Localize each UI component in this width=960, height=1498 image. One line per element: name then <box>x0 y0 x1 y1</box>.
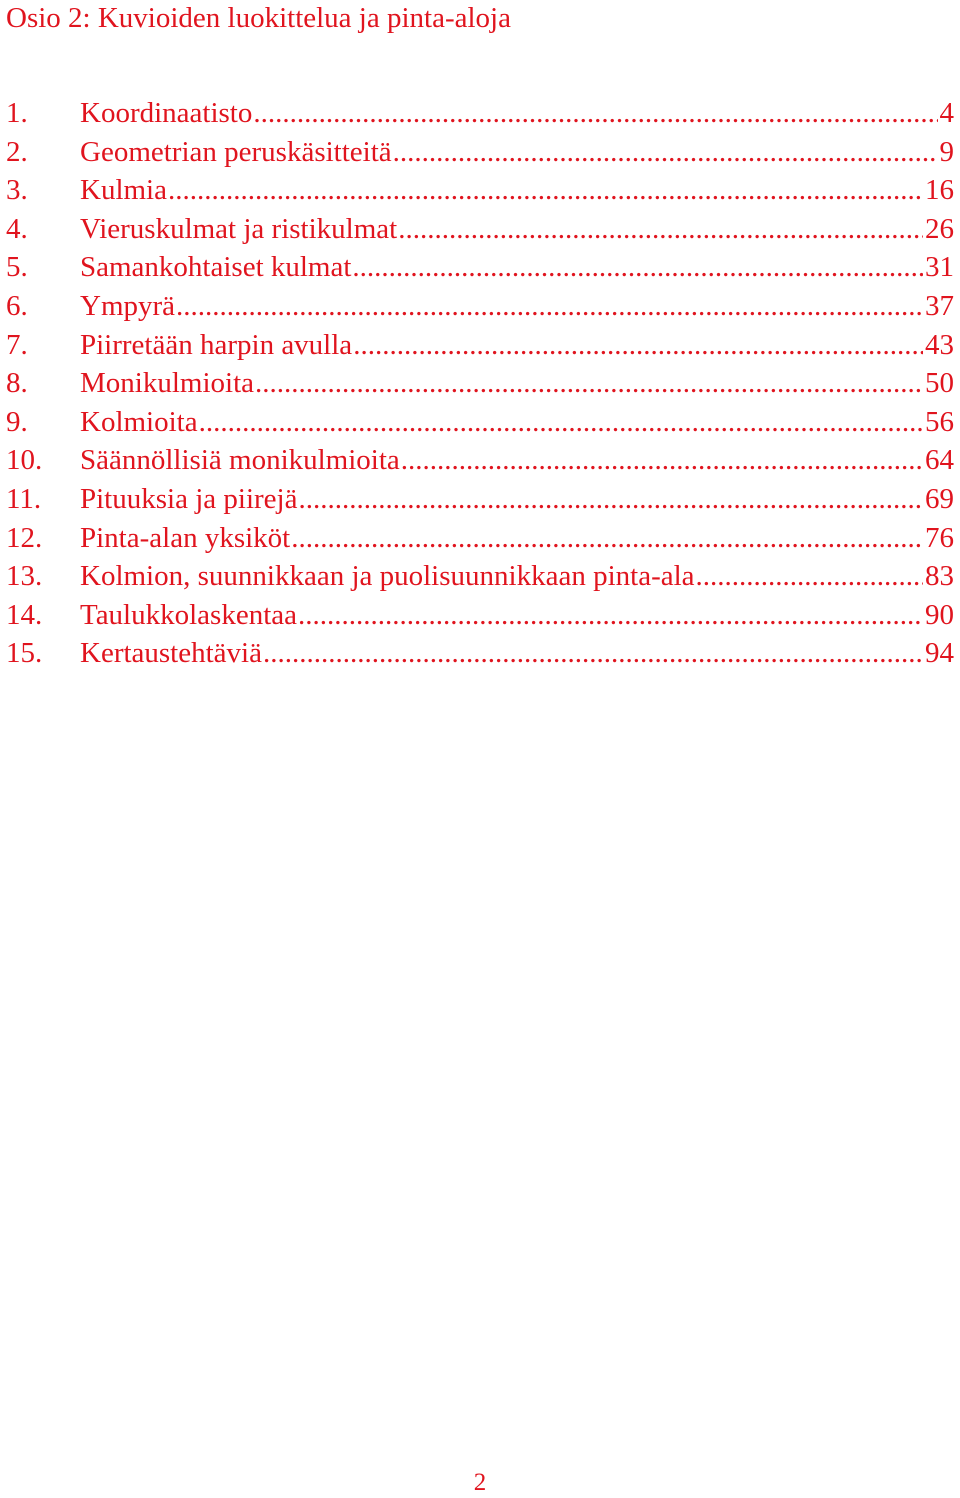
toc-entry-title[interactable]: Kolmioita <box>80 405 198 438</box>
toc-entry[interactable] <box>6 596 954 635</box>
toc-entry-page[interactable]: 37 <box>925 289 954 322</box>
toc-entry[interactable] <box>6 519 954 558</box>
toc-dot-leader <box>168 171 923 210</box>
toc-entry[interactable] <box>6 326 954 365</box>
toc-entry-page[interactable]: 69 <box>925 482 954 515</box>
toc-entry-page[interactable]: 64 <box>925 444 954 477</box>
toc-entry-number: 8. <box>6 367 28 400</box>
toc-dot-leader <box>263 634 923 673</box>
toc-entry-number: 11. <box>6 482 42 515</box>
toc-entry-number: 5. <box>6 251 28 284</box>
toc-entry-number: 13. <box>6 560 43 593</box>
toc-entry[interactable] <box>6 480 954 519</box>
toc-entry-page[interactable]: 90 <box>925 598 954 631</box>
toc-entry-title[interactable]: Kertaustehtäviä <box>80 637 262 670</box>
toc-entry-number: 4. <box>6 212 28 245</box>
toc-entry[interactable] <box>6 441 954 480</box>
page-number: 2 <box>473 1469 487 1496</box>
toc-entry-number: 10. <box>6 444 43 477</box>
toc-entry-page[interactable]: 9 <box>939 135 954 168</box>
toc-entry-title[interactable]: Ympyrä <box>80 289 176 322</box>
toc-entry[interactable] <box>6 171 954 210</box>
toc-dot-leader <box>291 519 923 558</box>
toc-entry-page[interactable]: 4 <box>939 97 954 129</box>
toc-entry-number: 6. <box>6 289 28 322</box>
toc-entry-page[interactable]: 31 <box>925 251 954 284</box>
toc-entry[interactable] <box>6 133 954 172</box>
toc-entry-title[interactable]: Taulukkolaskentaa <box>80 598 298 631</box>
toc-entry-title[interactable]: Samankohtaiset kulmat <box>80 251 352 284</box>
toc-dot-leader <box>398 210 923 249</box>
toc-entry-title[interactable]: Säännöllisiä monikulmioita <box>80 444 400 477</box>
toc-entry-number: 12. <box>6 521 43 554</box>
toc-dot-leader <box>176 287 923 326</box>
toc-dot-leader <box>696 557 923 596</box>
toc-entry-number: 1. <box>6 97 28 129</box>
toc-entry-number: 14. <box>6 598 43 631</box>
toc-entry-number: 2. <box>6 135 28 168</box>
toc-entry-page[interactable]: 26 <box>925 212 954 245</box>
toc-entry[interactable] <box>6 403 954 442</box>
page-title: Osio 2: Kuvioiden luokittelua ja pinta-aloja <box>6 2 511 34</box>
toc-entry-title[interactable]: Monikulmioita <box>80 367 254 400</box>
toc-entry[interactable] <box>6 287 954 326</box>
toc-dot-leader <box>393 133 938 172</box>
toc-dot-leader <box>352 248 923 287</box>
toc-entry[interactable] <box>6 634 954 673</box>
toc-dot-leader <box>255 364 923 403</box>
toc-entry-title[interactable]: Vieruskulmat ja ristikulmat <box>80 212 398 245</box>
toc-entry-title[interactable]: Kulmia <box>80 174 167 207</box>
toc-entry-title[interactable]: Pinta-alan yksiköt <box>80 521 291 554</box>
toc-entry[interactable] <box>6 364 954 403</box>
toc-entry-page[interactable]: 76 <box>925 521 954 554</box>
toc-entry-page[interactable]: 83 <box>925 560 954 593</box>
toc-entry-title[interactable]: Kolmion, suunnikkaan ja puolisuunnikkaan pinta-ala <box>80 560 695 593</box>
toc-entry-page[interactable]: 56 <box>925 405 954 438</box>
toc-entry[interactable] <box>6 248 954 287</box>
toc-entry-title[interactable]: Pituuksia ja piirejä <box>80 482 298 515</box>
toc-dot-leader <box>253 94 937 133</box>
toc-entry-number: 15. <box>6 637 43 670</box>
toc-entry-page[interactable]: 16 <box>925 174 954 207</box>
toc-entry[interactable] <box>6 94 954 133</box>
toc-entry-title[interactable]: Piirretään harpin avulla <box>80 328 353 361</box>
toc-entry[interactable] <box>6 210 954 249</box>
toc-entry-number: 7. <box>6 328 28 361</box>
toc-entry-number: 9. <box>6 405 28 438</box>
toc-dot-leader <box>298 596 923 635</box>
toc-entry-number: 3. <box>6 174 28 207</box>
toc-entry-page[interactable]: 50 <box>925 367 954 400</box>
toc-dot-leader <box>353 326 923 365</box>
toc-entry-page[interactable]: 94 <box>925 637 954 670</box>
toc-entry-page[interactable]: 43 <box>925 328 954 361</box>
toc-dot-leader <box>298 480 923 519</box>
toc-dot-leader <box>401 441 923 480</box>
toc-entry-title[interactable]: Geometrian peruskäsitteitä <box>80 135 392 168</box>
table-of-contents <box>6 94 954 673</box>
toc-entry-title[interactable]: Koordinaatisto <box>80 97 253 129</box>
toc-dot-leader <box>199 403 923 442</box>
toc-entry[interactable] <box>6 557 954 596</box>
